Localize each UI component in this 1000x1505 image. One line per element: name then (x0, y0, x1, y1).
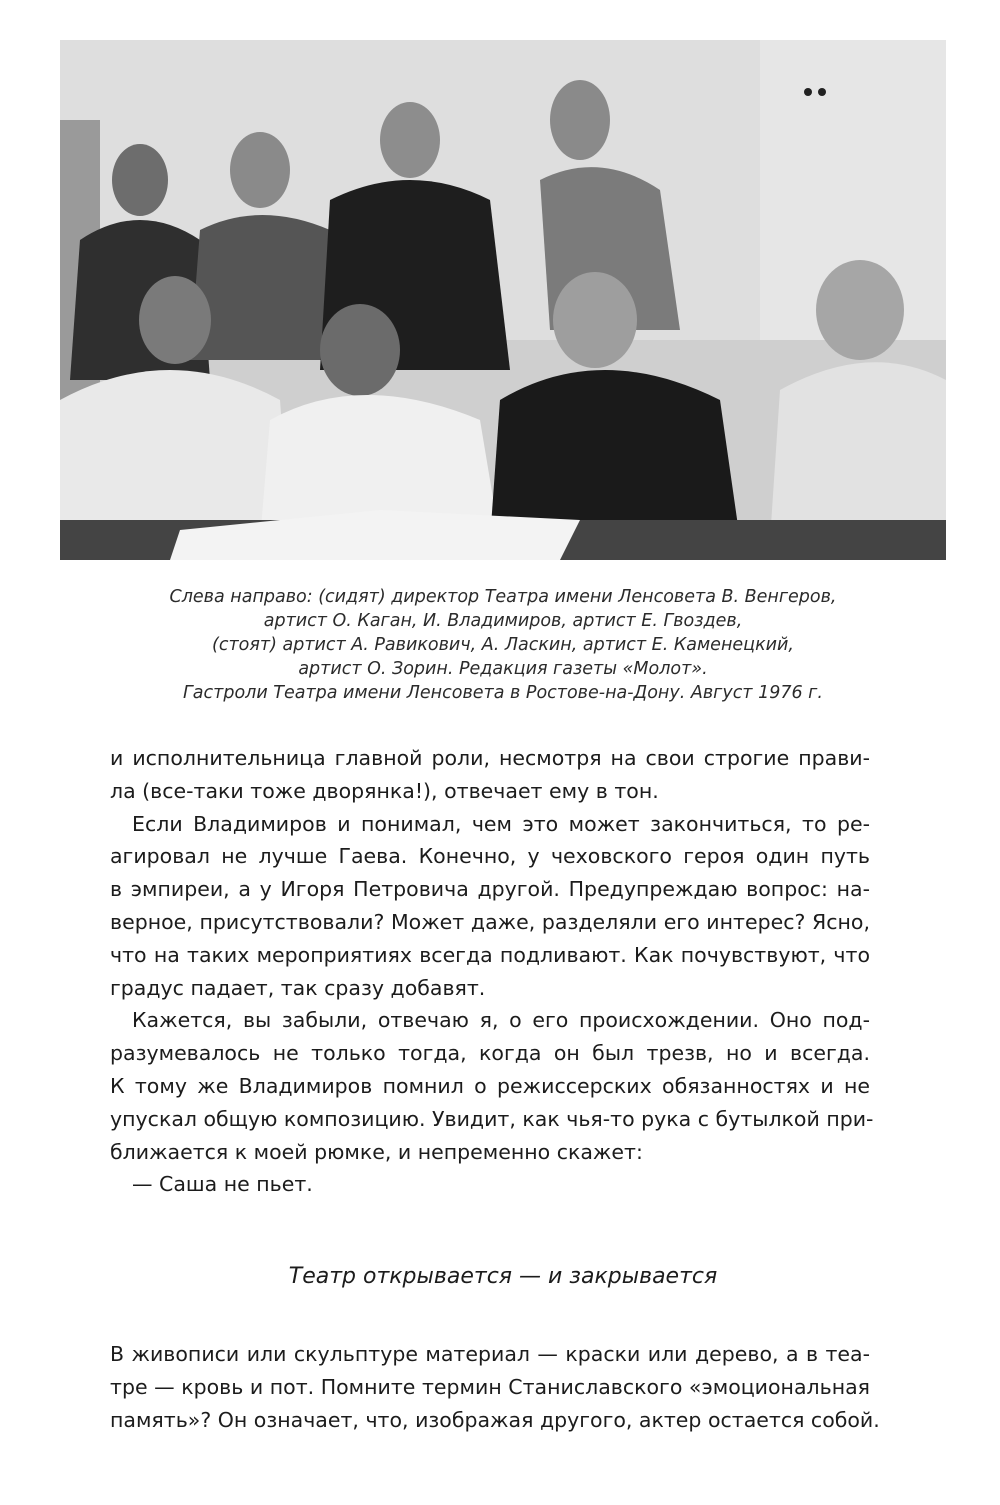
caption-line: артист О. Зорин. Редакция газеты «Молот». (298, 659, 708, 679)
group-photo-icon (60, 40, 946, 560)
caption-line: Гастроли Театра имени Ленсовета в Ростове-на-Дону. Август 1976 г. (183, 683, 823, 703)
group-photo (60, 40, 946, 560)
body-text (110, 742, 874, 1201)
paragraph-3 (110, 1004, 874, 1168)
caption-line: артист О. Каган, И. Владимиров, артист Е. Гвоздев, (263, 611, 743, 631)
text-line: упускал общую композицию. Увидит, как чья-то рука с бутылкой при- (110, 1106, 874, 1131)
text-line: градус падает, так сразу добавят. (110, 975, 486, 1000)
text-line: верное, присутствовали? Может даже, разделяли его интерес? Ясно, (110, 909, 870, 934)
text-line: В живописи или скульптуре материал — краски или дерево, а в теа- (110, 1342, 870, 1366)
section-paragraph (110, 1338, 880, 1436)
text-line: память»? Он означает, что, изображая другого, актер остается собой. (110, 1407, 880, 1432)
text-line: Кажется, вы забыли, отвечаю я, о его происхождении. Оно под- (132, 1008, 870, 1033)
text-line: и исполнительница главной роли, несмотря на свои строгие прави- (110, 746, 870, 770)
caption-line: Слева направо: (сидят) директор Театра имени Ленсовета В. Венгеров, (169, 587, 837, 607)
section-heading: Театр открывается — и закрывается (288, 1264, 718, 1289)
photo-caption (100, 585, 906, 705)
paragraph-2 (110, 808, 870, 1005)
text-line: в эмпиреи, а у Игоря Петровича другой. Предупреждаю вопрос: на- (110, 877, 870, 902)
text-line: что на таких мероприятиях всегда подливают. Как почувствуют, что (110, 942, 870, 967)
text-line: К тому же Владимиров помнил о режиссерских обязанностях и не (110, 1073, 870, 1098)
caption-line: (стоят) артист А. Равикович, А. Ласкин, артист Е. Каменецкий, (212, 635, 794, 655)
text-line: агировал не лучше Гаева. Конечно, у чеховского героя один путь (110, 844, 870, 869)
text-line: тре — кровь и пот. Помните термин Станиславского «эмоциональная (110, 1374, 870, 1399)
text-line: ближается к моей рюмке, и непременно скажет: (110, 1139, 643, 1164)
text-line: ла (все-таки тоже дворянка!), отвечает ему в тон. (110, 778, 659, 803)
dialogue-line: — Саша не пьет. (132, 1172, 313, 1197)
text-line: Если Владимиров и понимал, чем это может закончиться, то ре- (132, 811, 870, 836)
paragraph-1 (110, 742, 870, 808)
text-line: разумевалось не только тогда, когда он был трезв, но и всегда. (110, 1041, 870, 1066)
